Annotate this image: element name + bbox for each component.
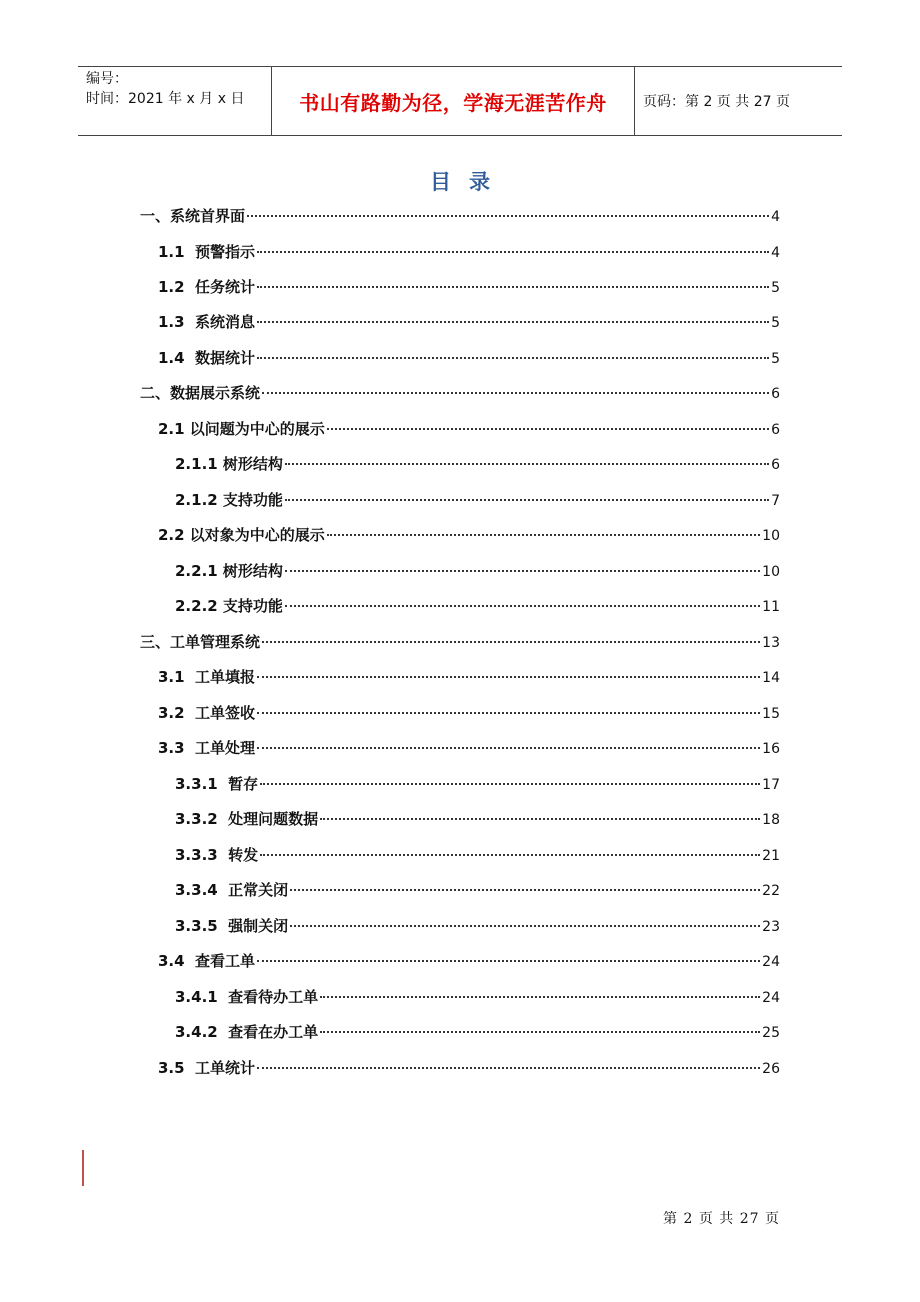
- toc-label: 1.2 任务统计: [158, 278, 256, 296]
- toc-entry[interactable]: [158, 950, 780, 974]
- toc-entry[interactable]: [140, 205, 780, 229]
- toc-entry[interactable]: [175, 986, 780, 1010]
- toc-page: 5: [771, 351, 780, 367]
- toc-page: 5: [771, 280, 780, 296]
- toc-leader: [257, 960, 760, 962]
- toc-leader: [257, 286, 769, 288]
- toc-leader: [262, 392, 769, 394]
- toc-label: 3.3.5 强制关闭: [175, 917, 289, 935]
- toc-label: 1.1 预警指示: [158, 243, 256, 261]
- toc-leader: [327, 534, 760, 536]
- toc-entry[interactable]: [158, 241, 780, 265]
- toc-page: 5: [771, 315, 780, 331]
- toc-entry[interactable]: [158, 347, 780, 371]
- toc-leader: [257, 676, 760, 678]
- toc-page: 24: [762, 990, 780, 1006]
- toc-label: 3.3.2 处理问题数据: [175, 810, 319, 828]
- toc-label: 3.4 查看工单: [158, 952, 256, 970]
- toc-entry[interactable]: [175, 915, 780, 939]
- toc-label: 2.2 以对象为中心的展示: [158, 526, 325, 544]
- toc-label: 一、系统首界面: [140, 207, 246, 225]
- toc-label: 三、工单管理系统: [140, 633, 261, 651]
- toc-leader: [285, 499, 769, 501]
- toc-page: 4: [771, 209, 780, 225]
- toc-label: 2.2.2 支持功能: [175, 597, 283, 615]
- toc-entry[interactable]: [175, 489, 780, 513]
- toc-page: 22: [762, 883, 780, 899]
- toc-label: 2.1 以问题为中心的展示: [158, 420, 325, 438]
- page-header: [78, 66, 842, 136]
- toc-label: 3.4.1 查看待办工单: [175, 988, 319, 1006]
- toc-label: 3.3.3 转发: [175, 846, 259, 864]
- toc-leader: [320, 996, 760, 998]
- toc-page: 4: [771, 245, 780, 261]
- toc-leader: [290, 925, 760, 927]
- toc-label: 3.2 工单签收: [158, 704, 256, 722]
- toc-page: 13: [762, 635, 780, 651]
- toc-leader: [257, 251, 769, 253]
- toc-page: 24: [762, 954, 780, 970]
- toc-leader: [320, 1031, 760, 1033]
- toc-label: 2.1.1 树形结构: [175, 455, 283, 473]
- toc-entry[interactable]: [158, 276, 780, 300]
- toc-leader: [257, 712, 760, 714]
- toc-page: 16: [762, 741, 780, 757]
- toc-entry[interactable]: [175, 879, 780, 903]
- toc-entry[interactable]: [158, 702, 780, 726]
- toc-page: 15: [762, 706, 780, 722]
- toc-label: 1.4 数据统计: [158, 349, 256, 367]
- toc-leader: [260, 783, 760, 785]
- toc-leader: [247, 215, 769, 217]
- toc-leader: [257, 1067, 760, 1069]
- toc-page: 7: [771, 493, 780, 509]
- number-label: 编号：: [86, 71, 128, 87]
- page-footer: 第 2 页 共 27 页: [663, 1211, 780, 1227]
- toc-page: 17: [762, 777, 780, 793]
- header-meta: [78, 67, 272, 135]
- toc-title: 目录: [430, 170, 508, 194]
- toc-page: 14: [762, 670, 780, 686]
- toc-label: 3.3 工单处理: [158, 739, 256, 757]
- toc-entry[interactable]: [140, 631, 780, 655]
- toc-leader: [257, 321, 769, 323]
- toc-entry[interactable]: [175, 844, 780, 868]
- toc-leader: [285, 463, 769, 465]
- toc-leader: [257, 357, 769, 359]
- toc-page: 6: [771, 422, 780, 438]
- toc-page: 18: [762, 812, 780, 828]
- toc-page: 23: [762, 919, 780, 935]
- toc-label: 3.4.2 查看在办工单: [175, 1023, 319, 1041]
- toc-page: 21: [762, 848, 780, 864]
- toc-label: 3.3.4 正常关闭: [175, 881, 289, 899]
- toc-entry[interactable]: [140, 382, 780, 406]
- toc-leader: [285, 570, 760, 572]
- toc-label: 3.1 工单填报: [158, 668, 256, 686]
- toc-entry[interactable]: [158, 1057, 780, 1081]
- header-page-code: 页码：第 2 页 共 27 页: [643, 94, 790, 110]
- toc-page: 6: [771, 386, 780, 402]
- toc-entry[interactable]: [175, 773, 780, 797]
- toc-label: 3.3.1 暂存: [175, 775, 259, 793]
- toc-leader: [257, 747, 760, 749]
- toc-label: 2.2.1 树形结构: [175, 562, 283, 580]
- toc-entry[interactable]: [158, 311, 780, 335]
- toc-entry[interactable]: [175, 560, 780, 584]
- time-label: 时间：2021 年 x 月 x 日: [86, 91, 245, 107]
- toc-entry[interactable]: [158, 737, 780, 761]
- toc-label: 3.5 工单统计: [158, 1059, 256, 1077]
- toc-entry[interactable]: [175, 1021, 780, 1045]
- header-motto: 书山有路勤为径，学海无涯苦作舟: [272, 67, 635, 135]
- toc-page: 25: [762, 1025, 780, 1041]
- toc-label: 2.1.2 支持功能: [175, 491, 283, 509]
- toc-entry[interactable]: [175, 595, 780, 619]
- toc-page: 11: [762, 599, 780, 615]
- toc-entry[interactable]: [175, 453, 780, 477]
- toc-leader: [260, 854, 760, 856]
- toc-leader: [320, 818, 760, 820]
- toc-page: 10: [762, 528, 780, 544]
- toc-leader: [290, 889, 760, 891]
- toc-entry[interactable]: [175, 808, 780, 832]
- toc-label: 1.3 系统消息: [158, 313, 256, 331]
- toc-page: 26: [762, 1061, 780, 1077]
- toc-entry[interactable]: [158, 524, 780, 548]
- toc-leader: [327, 428, 769, 430]
- toc-leader: [285, 605, 760, 607]
- toc-leader: [262, 641, 760, 643]
- margin-marker: [82, 1150, 84, 1186]
- toc-page: 10: [762, 564, 780, 580]
- toc-entry[interactable]: [158, 666, 780, 690]
- toc-entry[interactable]: [158, 418, 780, 442]
- toc-label: 二、数据展示系统: [140, 384, 261, 402]
- toc-page: 6: [771, 457, 780, 473]
